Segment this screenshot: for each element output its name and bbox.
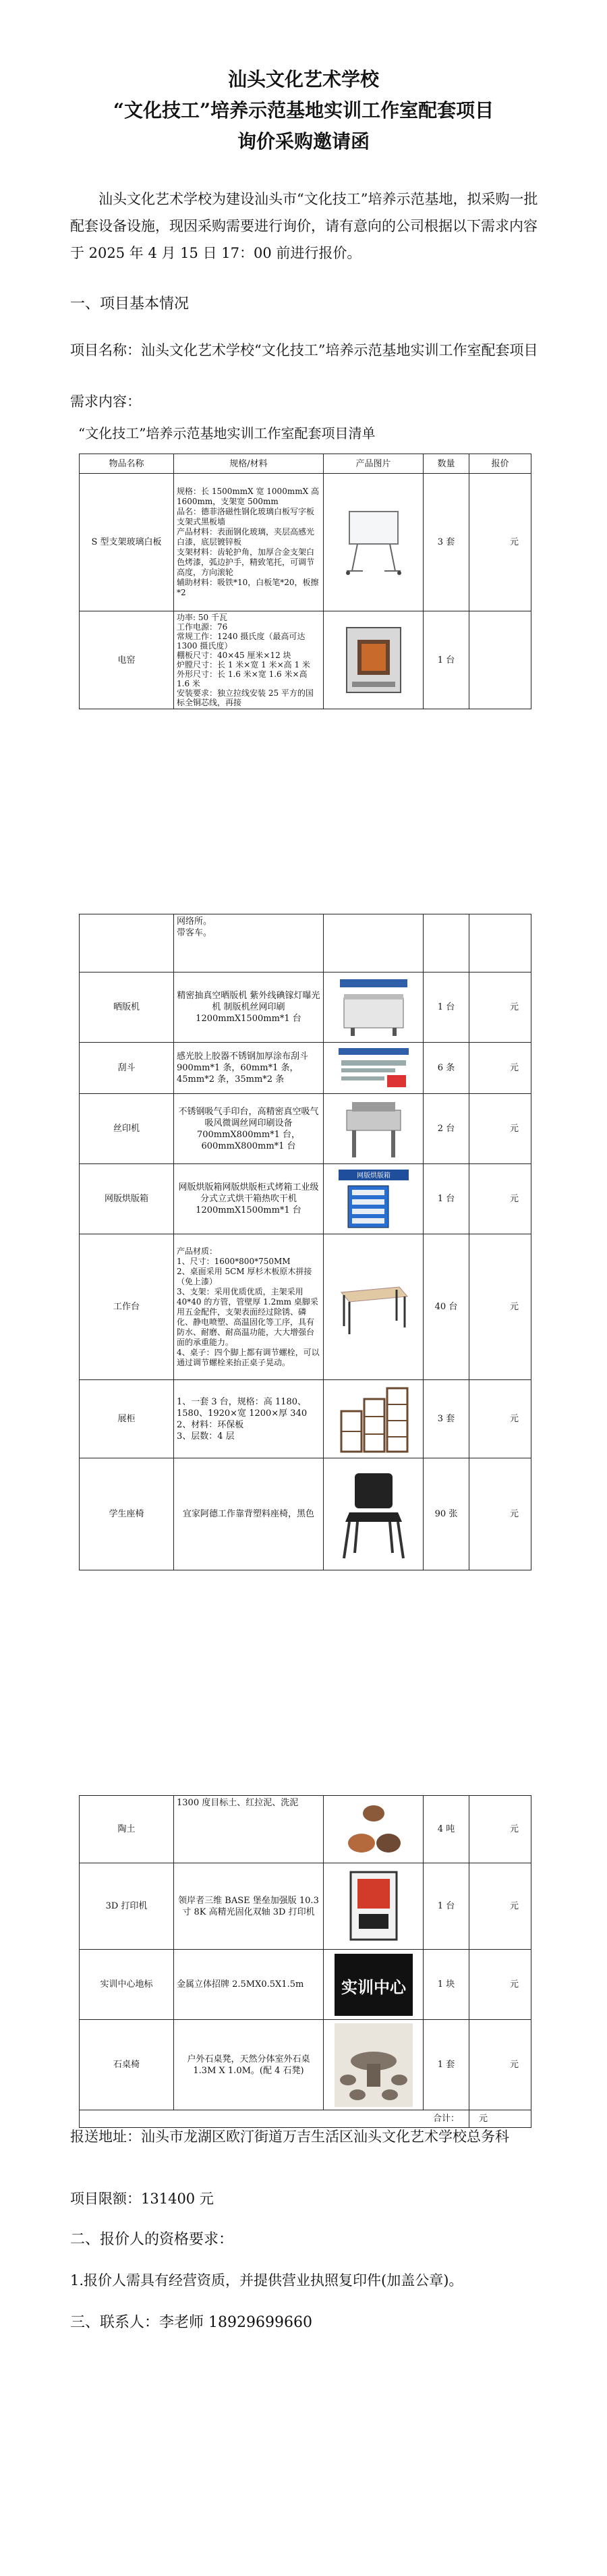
item-name: 3D 打印机 — [80, 1863, 174, 1950]
squeegee-image — [335, 1045, 413, 1091]
item-price — [469, 914, 531, 972]
item-name: 工作台 — [80, 1234, 174, 1380]
item-name: 石桌椅 — [80, 2020, 174, 2110]
table-header-row — [80, 454, 531, 474]
item-name: 丝印机 — [80, 1094, 174, 1164]
table-row — [80, 1950, 531, 2020]
col-header-spec: 规格/材料 — [174, 454, 324, 474]
item-price: 元 — [469, 1950, 531, 2020]
intro-paragraph: 汕头文化艺术学校为建设汕头市“文化技工”培养示范基地，拟采购一批配套设备设施，现因采购需要进行询价，请有意向的公司根据以下需求内容于 2025 年 4 月 15 日 17：00 前进行报价。 — [70, 191, 538, 261]
chair-image — [335, 1464, 413, 1565]
doc-title-line2: “文化技工”培养示范基地实训工作室配套项目 — [113, 99, 494, 121]
col-header-price: 报价 — [469, 454, 531, 474]
table-row — [80, 1796, 531, 1863]
brand-label: 网版烘版箱 — [356, 1172, 391, 1180]
total-label: 合计： — [80, 2110, 469, 2128]
clay-image — [335, 1799, 413, 1861]
col-header-qty: 数量 — [424, 454, 469, 474]
total-unit: 元 — [469, 2110, 531, 2128]
project-name: 项目名称：汕头文化艺术学校“文化技工”培养示范基地实训工作室配套项目 — [70, 342, 538, 358]
col-header-name: 物品名称 — [80, 454, 174, 474]
delivery-address: 报送地址：汕头市龙湖区欧汀街道万吉生活区汕头文化艺术学校总务科 — [70, 2129, 509, 2145]
item-price: 元 — [469, 1796, 531, 1863]
item-price: 元 — [469, 1458, 531, 1570]
item-qty: 1 台 — [424, 611, 469, 709]
item-qty: 6 条 — [424, 1043, 469, 1094]
item-name: 陶土 — [80, 1796, 174, 1863]
product-table-part1 — [79, 454, 531, 709]
item-spec: 领岸者三维 BASE 堡垒加强版 10.3 寸 8K 高精光固化双轴 3D 打印机 — [174, 1863, 324, 1950]
doc-title-line1: 汕头文化艺术学校 — [227, 68, 379, 90]
item-spec: 1300 度目标土、红拉泥、洗泥 — [174, 1796, 324, 1863]
item-image-cell — [324, 2020, 424, 2110]
item-image-cell — [324, 1458, 424, 1570]
item-name — [80, 914, 174, 972]
item-spec: 户外石桌凳，天然分体室外石桌 1.3M X 1.0M。(配 4 石凳) — [174, 2020, 324, 2110]
kiln-image — [335, 625, 413, 695]
item-qty: 1 台 — [424, 1164, 469, 1234]
item-price: 元 — [469, 1380, 531, 1458]
item-spec: 产品材质： 1、尺寸：1600*800*750MM 2、桌面采用 5CM 厚杉木板原木拼接（免上漆） 3、支架：采用优质优质，主架采用 40*40 的方管，管壁厚 1.2mm 桌脚采用五金配件，支架表面经过除锈、磷化、静电喷塑、高温固化等工序，具有防水、耐磨、耐高温功能，大大增强台面的承重能力。 4、桌子：四个脚上都有调节螺栓，可以通过调节螺栓来抬正桌子晃动。 — [174, 1234, 324, 1380]
3d-printer-image — [335, 1867, 413, 1946]
table-row — [80, 474, 531, 611]
table-row — [80, 611, 531, 709]
exposure-machine-image — [335, 975, 413, 1040]
item-name: 刮斗 — [80, 1043, 174, 1094]
list-caption: “文化技工”培养示范基地实训工作室配套项目清单 — [78, 425, 376, 441]
item-price: 元 — [469, 1043, 531, 1094]
table-row — [80, 1234, 531, 1380]
display-cabinet-image — [335, 1384, 413, 1454]
item-qty: 1 块 — [424, 1950, 469, 2020]
item-qty: 3 套 — [424, 1380, 469, 1458]
item-name: 晒版机 — [80, 972, 174, 1043]
table-row — [80, 1043, 531, 1094]
item-qty — [424, 914, 469, 972]
item-qty: 4 吨 — [424, 1796, 469, 1863]
item-price: 元 — [469, 1234, 531, 1380]
item-image-cell — [324, 474, 424, 611]
item-price: 元 — [469, 1164, 531, 1234]
item-image-cell — [324, 1043, 424, 1094]
workbench-image — [335, 1272, 413, 1342]
sign-text: 实训中心 — [341, 1977, 406, 1997]
item-name: 展柜 — [80, 1380, 174, 1458]
table-row — [80, 914, 531, 972]
demand-label: 需求内容： — [70, 393, 141, 410]
stone-table-image — [335, 2023, 413, 2107]
table-row — [80, 1164, 531, 1234]
whiteboard-image — [335, 508, 413, 578]
item-name: S 型支架玻璃白板 — [80, 474, 174, 611]
item-image-cell — [324, 1380, 424, 1458]
item-qty: 2 台 — [424, 1094, 469, 1164]
item-name: 网版烘版箱 — [80, 1164, 174, 1234]
section2-heading: 二、报价人的资格要求： — [70, 2231, 234, 2248]
qualification-item-1: 1.报价人需具有经营资质，并提供营业执照复印件(加盖公章)。 — [70, 2272, 463, 2289]
item-image-cell — [324, 1164, 424, 1234]
item-name: 电窑 — [80, 611, 174, 709]
item-spec: 功率: 50 千瓦 工作电源：76 常规工作：1240 摄氏度（最高可达 1300 摄氏度） 棚板尺寸：40×45 厘米×12 块 炉膛尺寸：长 1 米×宽 1 米×高 1 米 外形尺寸：长 1.6 米×宽 1.6 米×高 1.6 米 安装要求：独立拉线安装 25 平方的国标全铜芯线，再接 — [174, 611, 324, 709]
table-row — [80, 1863, 531, 1950]
item-spec: 宜家阿德工作靠背塑料座椅，黑色 — [174, 1458, 324, 1570]
item-image-cell — [324, 914, 424, 972]
item-image-cell — [324, 1234, 424, 1380]
item-price — [469, 611, 531, 709]
item-qty: 1 台 — [424, 1863, 469, 1950]
table-row — [80, 1458, 531, 1570]
item-image-cell — [324, 1863, 424, 1950]
sign-image — [335, 1954, 413, 2016]
item-price: 元 — [469, 1094, 531, 1164]
item-name: 学生座椅 — [80, 1458, 174, 1570]
drying-cabinet-image — [335, 1167, 413, 1232]
product-table-part2 — [79, 914, 531, 1570]
item-qty: 40 台 — [424, 1234, 469, 1380]
item-qty: 1 台 — [424, 972, 469, 1043]
table-row — [80, 1380, 531, 1458]
doc-title-line3: 询价采购邀请函 — [237, 130, 370, 153]
item-image-cell — [324, 611, 424, 709]
item-spec: 金属立体招牌 2.5MX0.5X1.5m — [174, 1950, 324, 2020]
item-spec: 网络所。 带客车。 — [174, 914, 324, 972]
item-spec: 感光胶上胶器不锈钢加厚涂布刮斗 900mm*1 条，60mm*1 条，45mm*2 条，35mm*2 条 — [174, 1043, 324, 1094]
table-row — [80, 1094, 531, 1164]
item-image-cell — [324, 972, 424, 1043]
item-spec: 不锈钢吸气手印台，高精密真空吸气吸风微调丝网印刷设备 700mmX800mm*1 台，600mmX800mm*1 台 — [174, 1094, 324, 1164]
table-row — [80, 972, 531, 1043]
printing-table-image — [335, 1097, 413, 1161]
item-name: 实训中心地标 — [80, 1950, 174, 2020]
item-qty: 3 套 — [424, 474, 469, 611]
item-spec: 精密抽真空晒版机 紫外线碘镓灯曝光机 制版机丝网印刷 1200mmX1500mm*1 台 — [174, 972, 324, 1043]
item-image-cell — [324, 1094, 424, 1164]
item-qty: 90 张 — [424, 1458, 469, 1570]
item-spec: 规格：长 1500mmX 宽 1000mmX 高 1600mm，支架宽 500mm 品名：德菲洛磁性钢化玻璃白板写字板支架式黑板墙 产品材料：表面钢化玻璃，夹层高感光白漆，底层镀锌板 支架材料：齿轮护角，加厚合金支架白色烤漆，弧边护手，精致笔托，可调节高度，方向滚轮 辅助材料：吸铁*10，白板笔*20，板擦*2 — [174, 474, 324, 611]
item-image-cell — [324, 1796, 424, 1863]
item-spec: 1、一套 3 台，规格：高 1180、1580、1920×宽 1200×厚 340 2、材料：环保板 3、层数：4 层 — [174, 1380, 324, 1458]
item-image-cell — [324, 1950, 424, 2020]
section3-heading: 三、联系人：李老师 18929699660 — [70, 2314, 312, 2331]
section1-heading: 一、项目基本情况 — [70, 296, 190, 312]
item-spec: 网版烘版箱网版烘版柜式烤箱工业级分式立式烘干箱热吹干机 1200mmX1500mm*1 台 — [174, 1164, 324, 1234]
item-price: 元 — [469, 2020, 531, 2110]
table-row — [80, 2020, 531, 2110]
product-table-part3 — [79, 1795, 531, 2128]
item-price: 元 — [469, 474, 531, 611]
item-qty: 1 套 — [424, 2020, 469, 2110]
budget-limit: 项目限额：131400 元 — [70, 2191, 214, 2207]
item-price: 元 — [469, 972, 531, 1043]
item-price: 元 — [469, 1863, 531, 1950]
col-header-image: 产品图片 — [324, 454, 424, 474]
